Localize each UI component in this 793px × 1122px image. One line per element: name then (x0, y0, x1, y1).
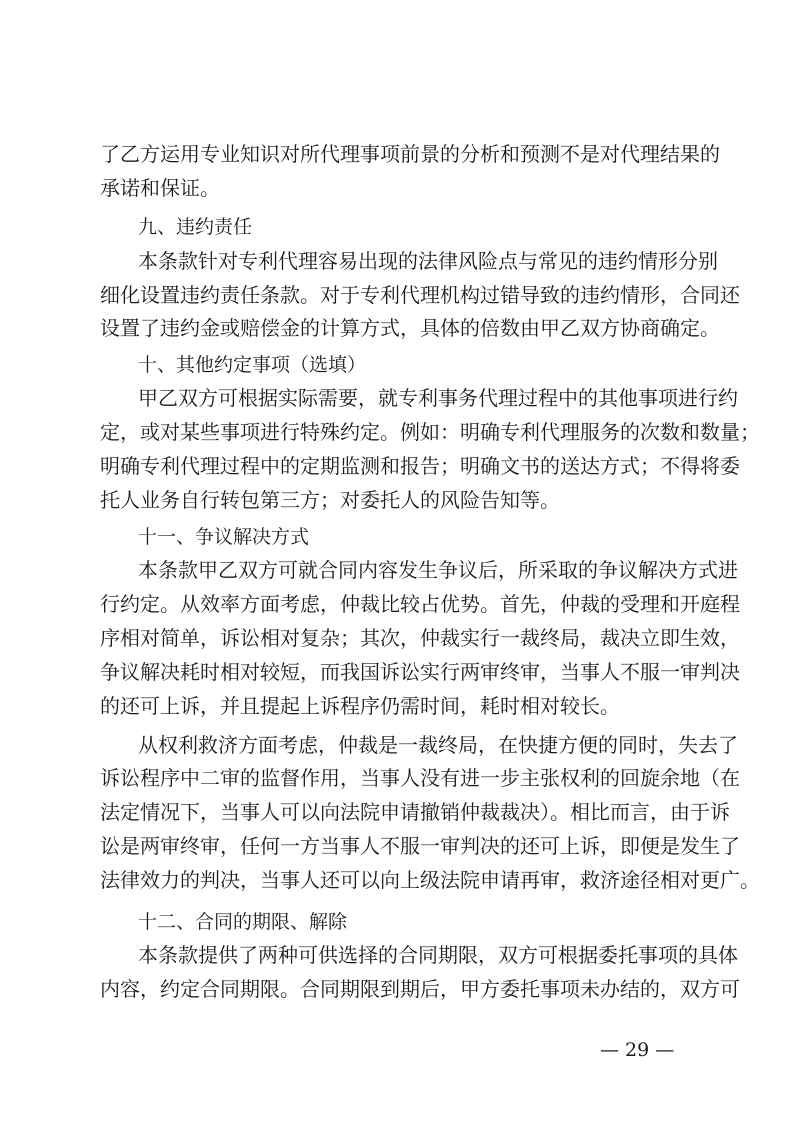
paragraph-line: 从权利救济方面考虑，仲裁是一裁终局，在快捷方便的同时，失去了 (138, 733, 738, 757)
paragraph-line: 诉讼程序中二审的监督作用，当事人没有进一步主张权利的回旋余地（在 (100, 766, 740, 790)
paragraph-line: 细化设置违约责任条款。对于专利代理机构过错导致的违约情形，合同还 (100, 283, 740, 307)
paragraph-line: 甲乙双方可根据实际需要，就专利事务代理过程中的其他事项进行约 (138, 386, 738, 410)
page-number: — 29 — (600, 1039, 675, 1061)
section-heading: 十二、合同的期限、解除 (138, 911, 348, 933)
paragraph-line: 讼是两审终审，任何一方当事人不服一审判决的还可上诉，即便是发生了 (100, 834, 740, 858)
paragraph-line: 内容，约定合同期限。合同期限到期后，甲方委托事项未办结的，双方可 (100, 977, 740, 1001)
paragraph-line: 行约定。从效率方面考虑，仲裁比较占优势。首先，仲裁的受理和开庭程 (100, 592, 740, 616)
paragraph-line: 序相对简单，诉讼相对复杂；其次，仲裁实行一裁终局，裁决立即生效， (100, 626, 740, 650)
section-heading: 十一、争议解决方式 (138, 526, 310, 548)
paragraph-line: 本条款提供了两种可供选择的合同期限，双方可根据委托事项的具体 (138, 943, 738, 967)
paragraph-line: 明确专利代理过程中的定期监测和报告；明确文书的送达方式；不得将委 (100, 454, 740, 478)
section-heading: 十、其他约定事项（选填） (138, 354, 367, 376)
paragraph-line: 托人业务自行转包第三方；对委托人的风险告知等。 (100, 488, 560, 512)
paragraph-line: 本条款甲乙双方可就合同内容发生争议后，所采取的争议解决方式进 (138, 558, 738, 582)
paragraph-line: 承诺和保证。 (100, 176, 220, 200)
paragraph-line: 本条款针对专利代理容易出现的法律风险点与常见的违约情形分别 (138, 249, 718, 273)
paragraph-line: 设置了违约金或赔偿金的计算方式，具体的倍数由甲乙双方协商确定。 (100, 316, 720, 340)
paragraph-line: 争议解决耗时相对较短，而我国诉讼实行两审终审，当事人不服一审判决 (100, 660, 740, 684)
section-heading: 九、违约责任 (138, 216, 253, 238)
paragraph-line: 法律效力的判决，当事人还可以向上级法院申请再审，救济途径相对更广。 (100, 868, 760, 892)
paragraph-line: 定，或对某些事项进行特殊约定。例如：明确专利代理服务的次数和数量； (100, 420, 760, 444)
paragraph-line: 的还可上诉，并且提起上诉程序仍需时间，耗时相对较长。 (100, 694, 620, 718)
paragraph-line: 法定情况下，当事人可以向法院申请撤销仲裁裁决）。相比而言，由于诉 (100, 800, 730, 824)
paragraph-line: 了乙方运用专业知识对所代理事项前景的分析和预测不是对代理结果的 (100, 142, 720, 166)
